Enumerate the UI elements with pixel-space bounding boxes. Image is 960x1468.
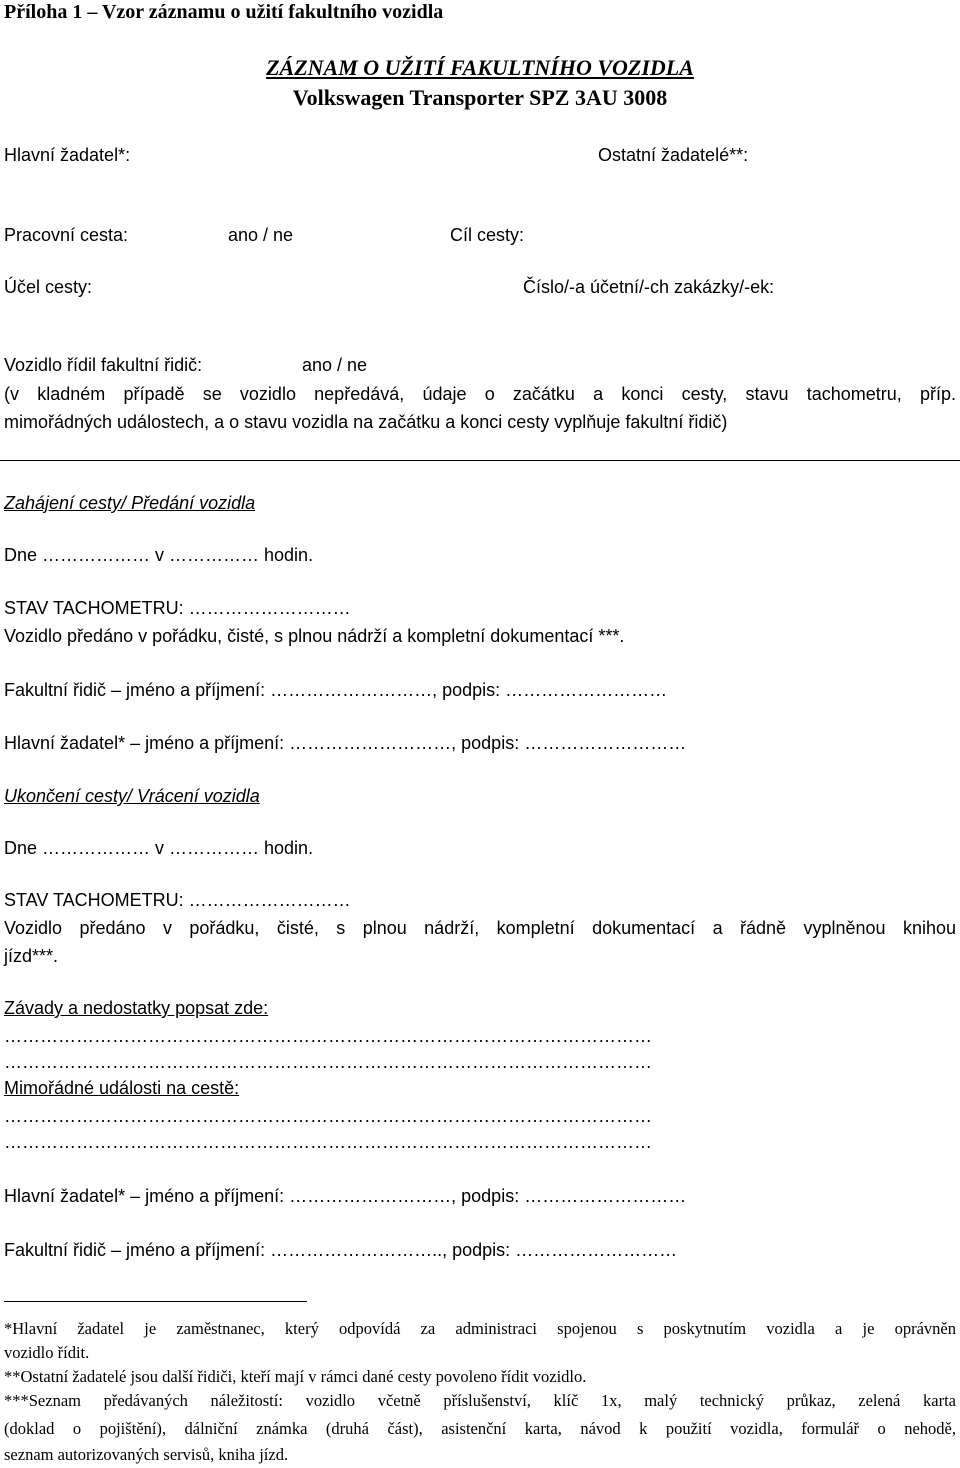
footnote-3-line3: seznam autorizovaných servisů, kniha jízd. xyxy=(4,1445,289,1464)
work-trip-label: Pracovní cesta: xyxy=(4,225,129,245)
appendix-header: Příloha 1 – Vzor záznamu o užití fakultního vozidla xyxy=(4,1,444,23)
footnote-separator xyxy=(4,1301,307,1302)
defects-heading: Závady a nedostatky popsat zde: xyxy=(4,998,269,1018)
start-driver-signature: Fakultní řidič – jméno a příjmení: ………………………, podpis: ……………………… xyxy=(4,680,668,700)
incidents-line: ……………………………………………………………………………………………… xyxy=(4,1106,652,1126)
start-condition: Vozidlo předáno v pořádku, čisté, s plnou nádrží a kompletní dokumentací ***. xyxy=(4,626,625,646)
driver-note-line1: (v kladném případě se vozidlo nepředává, údaje o začátku a konci cesty, stavu tachometru, příp. xyxy=(4,384,956,404)
start-applicant-signature: Hlavní žadatel* – jméno a příjmení: ………………………, podpis: ……………………… xyxy=(4,733,687,753)
driver-label: Vozidlo řídil fakultní řidič: xyxy=(4,355,203,375)
driver-value: ano / ne xyxy=(302,355,368,375)
footnote-3-line2: (doklad o pojištění), dálniční známka (druhá část), asistenční karta, návod k použití vozidla, formulář o nehodě, xyxy=(4,1419,956,1438)
start-heading: Zahájení cesty/ Předání vozidla xyxy=(4,493,256,513)
end-date-line: Dne ……………… v …………… hodin. xyxy=(4,838,314,858)
other-applicants-label: Ostatní žadatelé**: xyxy=(598,145,749,165)
start-tachometer: STAV TACHOMETRU: ……………………… xyxy=(4,598,351,618)
end-driver-signature: Fakultní řidič – jméno a příjmení: ……………………….., podpis: ……………………… xyxy=(4,1240,678,1260)
end-heading: Ukončení cesty/ Vrácení vozidla xyxy=(4,786,260,806)
end-condition-line1: Vozidlo předáno v pořádku, čisté, s plnou nádrží, kompletní dokumentací a řádně vyplněnou knihou xyxy=(4,918,956,938)
document-subtitle: Volkswagen Transporter SPZ 3AU 3008 xyxy=(292,85,668,110)
destination-label: Cíl cesty: xyxy=(450,225,525,245)
start-date-line: Dne ……………… v …………… hodin. xyxy=(4,545,314,565)
end-tachometer: STAV TACHOMETRU: ……………………… xyxy=(4,890,351,910)
footnote-1-line2: vozidlo řídit. xyxy=(4,1343,90,1362)
purpose-label: Účel cesty: xyxy=(4,277,93,297)
work-trip-value: ano / ne xyxy=(228,225,294,245)
end-condition-line2: jízd***. xyxy=(4,946,59,966)
footnote-3-line1: ***Seznam předávaných náležitostí: vozidlo včetně příslušenství, klíč 1x, malý technický průkaz, zelená karta xyxy=(4,1391,956,1410)
end-applicant-signature: Hlavní žadatel* – jméno a příjmení: ………………………, podpis: ……………………… xyxy=(4,1186,687,1206)
order-number-label: Číslo/-a účetní/-ch zakázky/-ek: xyxy=(523,277,775,297)
footnote-1-line1: *Hlavní žadatel je zaměstnanec, který odpovídá za administraci spojenou s poskytnutím vozidla a je oprávněn xyxy=(4,1319,956,1338)
defects-line: ……………………………………………………………………………………………… xyxy=(4,1026,652,1046)
main-applicant-label: Hlavní žadatel*: xyxy=(4,145,131,165)
footnote-2: **Ostatní žadatelé jsou další řidiči, kteří mají v rámci dané cesty povoleno řídit vozidlo. xyxy=(4,1367,587,1386)
section-divider xyxy=(0,460,960,461)
document-title: ZÁZNAM O UŽITÍ FAKULTNÍHO VOZIDLA xyxy=(266,55,694,80)
driver-note-line2: mimořádných událostech, a o stavu vozidla na začátku a konci cesty vyplňuje fakultní řidič) xyxy=(4,412,728,432)
incidents-heading: Mimořádné události na cestě: xyxy=(4,1078,240,1098)
defects-line: ……………………………………………………………………………………………… xyxy=(4,1052,652,1072)
incidents-line: ……………………………………………………………………………………………… xyxy=(4,1132,652,1152)
